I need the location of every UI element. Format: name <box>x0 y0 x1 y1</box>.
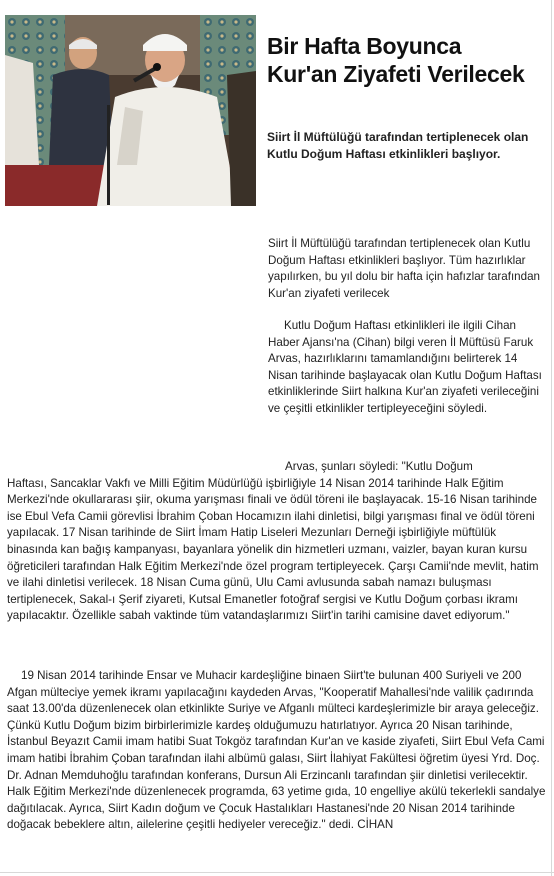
article-lead: Siirt İl Müftülüğü tarafından tertiplenecek olan Kutlu Doğum Haftası etkinlikleri başlıyor. <box>267 130 529 161</box>
article-paragraph-2: Kutlu Doğum Haftası etkinlikleri ile ilgili Cihan Haber Ajansı'na (Cihan) bilgi veren İl Müftüsü Faruk Arvas, hazırlıklarını tamamlandığını belirterek 14 Nisan tarihinde başlayacak olan Kutlu Doğum Haftası etkinliklerinde Siirt halkına Kur'an ziyafeti verileceğini ve çeşitli etkinlikler tertipleyeceğini söyledi. <box>268 319 542 415</box>
article-paragraph-1: Siirt İl Müftülüğü tarafından tertiplenecek olan Kutlu Doğum Haftası etkinlikleri başlıyor. Tüm hazırlıklar yapılırken, bu yıl dolu bir hafta için hafızlar tarafından Kur'an ziyafeti verilecek <box>268 237 540 300</box>
article-paragraph-3 <box>7 459 549 625</box>
article-paragraph-4: 19 Nisan 2014 tarihinde Ensar ve Muhacir kardeşliğine binaen Siirt'te bulunan 400 Suriyeli ve 200 Afgan mülteciye yemek ikramı yapılacağını kaydeden Arvas, "Kooperatif Mahallesi'nde valilik çadırında saat 13.00'da düzenlenecek olan etkinlikte Suriye ve Afganlı mülteci kardeşlerimizle bir araya geleceğiz. Çünkü Kutlu Doğum bizim birbirlerimizle kardeş olduğumuzu hatırlatıyor. Ayrıca 20 Nisan tarihinde, İstanbul Beyazıt Camii imam hatibi Suat Tokgöz tarafından Kur'an ve kaside ziyafeti, Siirt Ebul Vefa Cami imam hatibi İbrahim Çoban tarafından ilahi albümü galası, Siirt İlahiyat Fakültesi öğretim üyesi Yrd. Doç. Dr. Adnan Memduhoğlu tarafından konferans, Dursun Ali Erzincanlı tarafından şiir dinletisi verilecektir. Halk Eğitim Merkezi'nde düzenlenecek programda, 63 yetime gıda, 10 engelliye akülü tekerlekli sandalye dağıtılacak. Ayrıca, Siirt Kadın doğum ve Çocuk Hastalıkları Hastanesi'nde 20 Nisan 2014 tarihinde doğacak bebeklere altın, ailelerine çeşitli hediyeler vereceğiz." dedi. CİHAN <box>7 669 546 832</box>
article-headline: Bir Hafta Boyunca Kur'an Ziyafeti Verilecek <box>267 33 525 87</box>
article-photo <box>5 15 256 206</box>
page-border-bottom <box>0 872 554 873</box>
paragraph-3-body: Haftası, Sancaklar Vakfı ve Milli Eğitim Müdürlüğü işbirliğiyle 14 Nisan 2014 tarihinde Halk Eğitim Merkezi'nde okullararası şiir, okuma yarışması finali ve ödül töreni ile başlayacak. 15-16 Nisan tarihinde ise Ebul Vefa Camii görevlisi İbrahim Çoban Hocamızın ilahi dinletisi, bilgi yarışması final ve ödül töreni yapılacak. 17 Nisan tarihinde de Siirt İmam Hatip Liseleri Mezunları Derneği işbirliğiyle müftülük binasında kan bağış kampanyası, bayanlara yönelik din hizmetleri uzmanı, vaizler, bayan kuran kursu öğreticileri tarafından Halk Eğitim Merkezi'nde özel program tertipleyecek. Çarşı Camii'nde mevlit, hatim ve ilahi dinletisi verilecek. 18 Nisan Cuma günü, Ulu Cami avlusunda sabah namazı buluşması tertiplenecek, Sakal-ı Şerif ziyareti, Kutsal Emanetler fotoğraf sergisi ve Kutlu Doğum çorbası ikramı yapılacaktır. Özellikle sabah vaktinde tüm vatandaşlarımızı Siirt'in tarihi camisine davet ediyorum." <box>7 476 539 623</box>
page-border-right <box>551 0 552 876</box>
paragraph-3-opening: Arvas, şunları söyledi: "Kutlu Doğum <box>285 460 473 473</box>
